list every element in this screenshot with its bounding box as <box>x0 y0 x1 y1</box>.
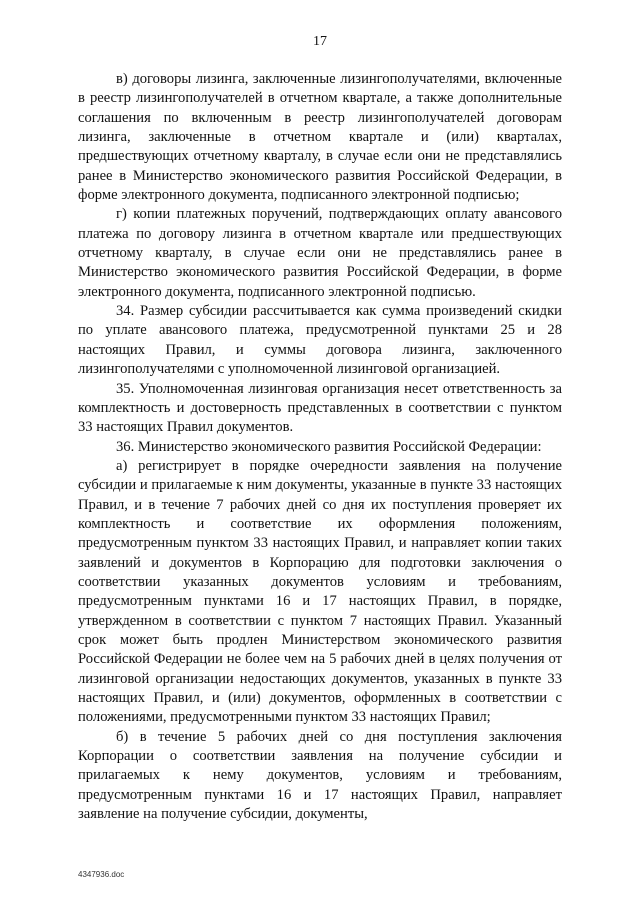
footer-file-code: 4347936.doc <box>78 870 125 879</box>
paragraph-v-lease-contracts: в) договоры лизинга, заключенные лизингополучателями, включенные в реестр лизингополучателей в отчетном квартале, а также дополнительные соглашения по включенным в реестр лизингополучателей договорам лизинга, заключенные в отчетном квартале и (или) кварталах, предшествующих отчетному кварталу, в случае если они не представлялись ранее в Министерство экономического развития Российской Федерации, в форме электронного документа, подписанного электронной подписью; <box>78 71 562 204</box>
paragraph-a-registration: а) регистрирует в порядке очередности заявления на получение субсидии и прилагаемые к ним документы, указанные в пункте 33 настоящих Правил, и в течение 7 рабочих дней со дня их поступления проверяет их комплектность и соответствие их оформления положениям, предусмотренным пунктом 33 настоящих Правил, и направляет копии таких заявлений и документов в Корпорацию для подготовки заключения о соответствии указанных документов условиям и требованиям, предусмотренным пунктами 16 и 17 настоящих Правил, в порядке, утвержденном в соответствии с пунктом 7 настоящих Правил. Указанный срок может быть продлен Министерством экономического развития Российской Федерации не более чем на 5 рабочих дней в целях получения от лизинговой организации недостающих документов, указанных в пункте 33 настоящих Правил, и (или) документов, оформленных в соответствии с положениями, предусмотренными пунктом 33 настоящих Правил; <box>78 457 562 726</box>
paragraph-35-responsibility: 35. Уполномоченная лизинговая организация несет ответственность за комплектность и достоверность представленных в соответствии с пунктом 33 настоящих Правил документов. <box>78 380 562 436</box>
document-body <box>78 70 562 824</box>
paragraph-34-subsidy-amount: 34. Размер субсидии рассчитывается как сумма произведений скидки по уплате авансового платежа, предусмотренной пунктами 25 и 28 настоящих Правил, и суммы договора лизинга, заключенного лизингополучателями с уполномоченной лизинговой организацией. <box>78 303 562 378</box>
page-number: 17 <box>313 34 327 49</box>
paragraph-g-payment-orders: г) копии платежных поручений, подтверждающих оплату авансового платежа по договору лизинга в отчетном квартале или предшествующих отчетному кварталу, в случае если они не представлялись ранее в Министерство экономического развития Российской Федерации, в форме электронного документа, подписанного электронной подписью. <box>78 206 562 300</box>
paragraph-b-forwarding: б) в течение 5 рабочих дней со дня поступления заключения Корпорации о соответствии заявления на получение субсидии и прилагаемых к нему документов, условиям и требованиям, предусмотренным пунктами 16 и 17 настоящих Правил, направляет заявление на получение субсидии, документы, <box>78 728 562 823</box>
paragraph-36-ministry: 36. Министерство экономического развития Российской Федерации: <box>116 438 542 455</box>
